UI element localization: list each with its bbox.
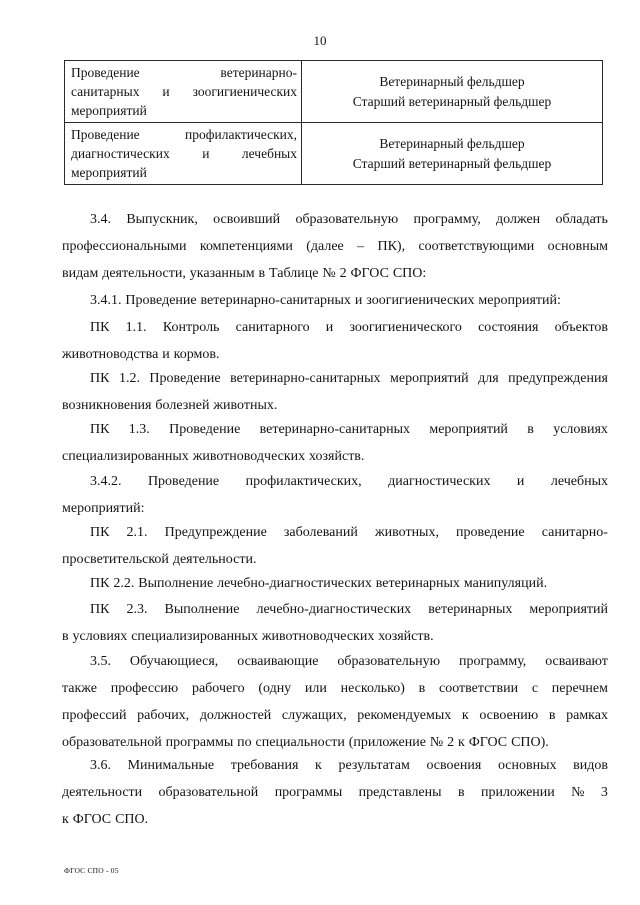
activity-cell — [65, 123, 302, 185]
paragraph — [62, 416, 608, 470]
activities-table — [64, 60, 603, 185]
text-line: 3.5. Обучающиеся, осваивающие образовательную программу, осваивают — [90, 654, 608, 669]
activity-line: санитарных и зоогигиенических — [71, 84, 297, 99]
text-line: 3.4.2. Проведение профилактических, диагностических и лечебных — [90, 474, 608, 489]
text-line: профессиональными компетенциями (далее – ПК), соответствующими основным — [62, 239, 608, 254]
activity-cell — [65, 61, 302, 123]
activity-line: мероприятий — [71, 165, 147, 180]
table-row — [65, 61, 603, 123]
paragraph — [62, 287, 608, 314]
paragraph — [62, 519, 608, 573]
text-line: видам деятельности, указанным в Таблице № 2 ФГОС СПО: — [62, 266, 427, 281]
table-row — [65, 123, 603, 185]
paragraph — [62, 596, 608, 650]
text-line: ПК 2.3. Выполнение лечебно-диагностических ветеринарных мероприятий — [90, 602, 608, 617]
activity-line: мероприятий — [71, 103, 147, 118]
text-line: 3.4.1. Проведение ветеринарно-санитарных и зоогигиенических мероприятий: — [90, 293, 561, 308]
paragraph — [62, 752, 608, 833]
position-label: Старший ветеринарный фельдшер — [352, 93, 552, 109]
text-line: мероприятий: — [62, 501, 145, 516]
paragraph — [62, 314, 608, 368]
text-line: ПК 1.1. Контроль санитарного и зоогигиенического состояния объектов — [90, 320, 608, 335]
text-line: профессий рабочих, должностей служащих, рекомендуемых к освоению в рамках — [62, 708, 608, 723]
text-line: ПК 1.3. Проведение ветеринарно-санитарных мероприятий в условиях — [90, 422, 608, 437]
positions-cell — [302, 123, 603, 185]
activity-line: Проведение профилактических, — [71, 127, 297, 142]
text-line: к ФГОС СПО. — [62, 812, 149, 827]
text-line: животноводства и кормов. — [62, 347, 220, 362]
footer-label: ФГОС СПО - 05 — [64, 866, 119, 875]
text-line: возникновения болезней животных. — [62, 398, 278, 413]
paragraph — [62, 206, 608, 287]
position-label: Ветеринарный фельдшер — [379, 73, 525, 89]
text-line: ПК 2.2. Выполнение лечебно-диагностических ветеринарных манипуляций. — [90, 576, 548, 591]
text-line: в условиях специализированных животноводческих хозяйств. — [62, 629, 434, 644]
paragraph — [62, 570, 608, 597]
text-line: ПК 1.2. Проведение ветеринарно-санитарных мероприятий для предупреждения — [90, 371, 608, 386]
position-label: Старший ветеринарный фельдшер — [352, 155, 552, 171]
text-line: просветительской деятельности. — [62, 552, 257, 567]
text-line: образовательной программы по специальности (приложение № 2 к ФГОС СПО). — [62, 735, 549, 750]
text-line: деятельности образовательной программы представлены в приложении № 3 — [62, 785, 608, 800]
text-line: специализированных животноводческих хозяйств. — [62, 449, 365, 464]
text-line: также профессию рабочего (одну или несколько) в соответствии с перечнем — [62, 681, 608, 696]
activity-line: Проведение ветеринарно- — [71, 65, 297, 80]
paragraph — [62, 365, 608, 419]
text-line: 3.6. Минимальные требования к результатам освоения основных видов — [90, 758, 608, 773]
text-line: ПК 2.1. Предупреждение заболеваний животных, проведение санитарно- — [90, 525, 608, 540]
paragraph — [62, 468, 608, 522]
activity-line: диагностических и лечебных — [71, 146, 297, 161]
positions-cell — [302, 61, 603, 123]
paragraph — [62, 648, 608, 756]
text-line: 3.4. Выпускник, освоивший образовательную программу, должен обладать — [90, 212, 608, 227]
page-number: 10 — [313, 33, 327, 48]
position-label: Ветеринарный фельдшер — [379, 135, 525, 151]
